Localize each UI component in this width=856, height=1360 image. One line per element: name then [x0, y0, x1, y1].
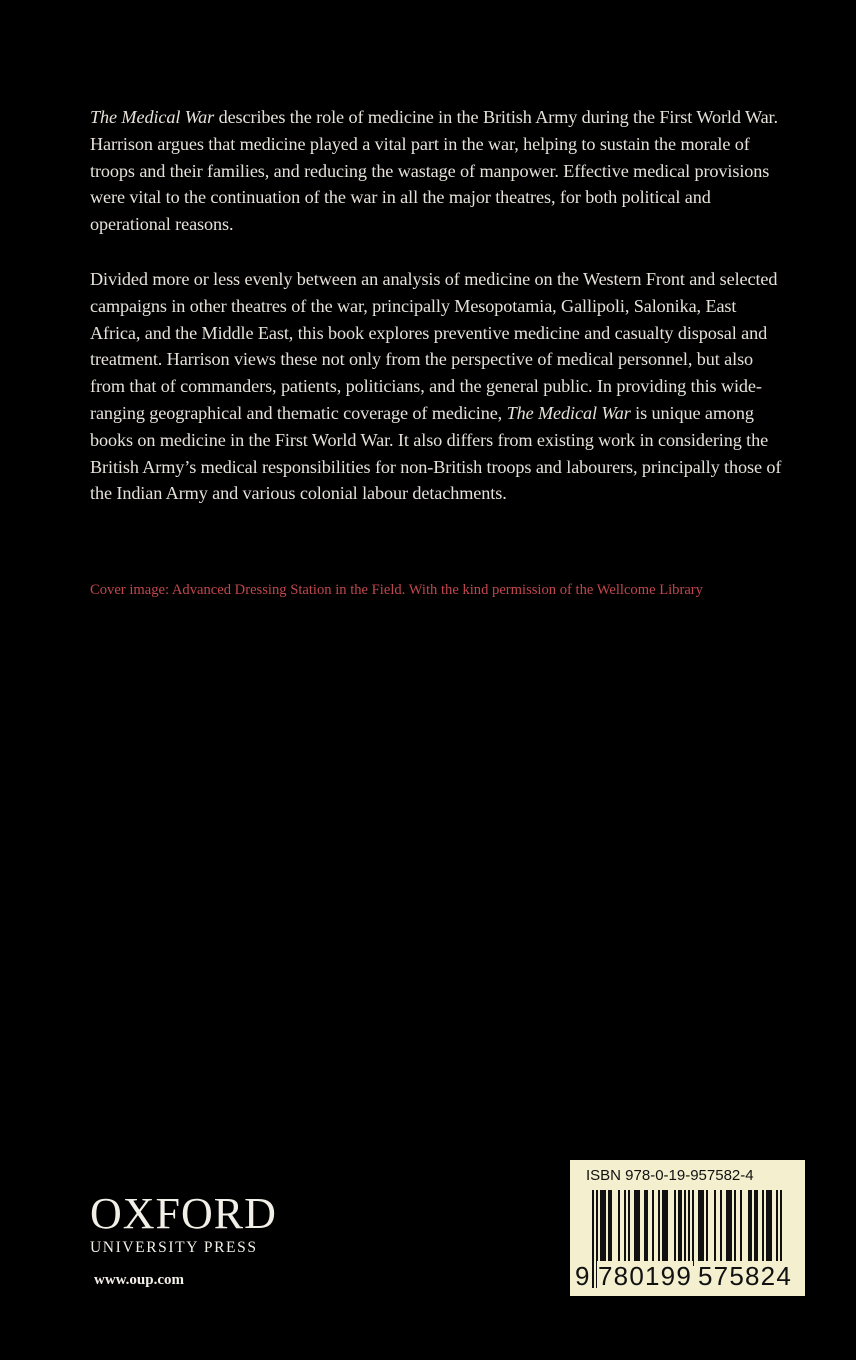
barcode-bar	[726, 1190, 728, 1266]
barcode-digits	[570, 1261, 805, 1293]
barcode-bar	[714, 1190, 716, 1266]
barcode-bar	[666, 1190, 668, 1266]
barcode-bar	[728, 1190, 730, 1266]
barcode-bar	[734, 1190, 736, 1266]
book-title-italic: The Medical War	[90, 107, 215, 127]
barcode-lead-digit: 9	[575, 1261, 590, 1291]
barcode-right-digits: 575824	[698, 1261, 792, 1291]
barcode-bar	[652, 1190, 654, 1266]
barcode-bar	[646, 1190, 648, 1266]
barcode-bar	[636, 1190, 638, 1266]
barcode-bar	[604, 1190, 606, 1266]
barcode-bar	[634, 1190, 636, 1266]
blurb-paragraph-2-text-after: is unique among books on medicine in the First World War. It also differs from existing work in considering the British Army’s medical responsibilities for non-British troops and labourers, principally those of the Indian Army and various colonial labour detachments.	[90, 402, 782, 504]
barcode-bar	[658, 1190, 660, 1266]
publisher-subtitle: UNIVERSITY PRESS	[90, 1239, 258, 1256]
barcode-bar	[624, 1190, 626, 1266]
back-cover-blurb	[90, 104, 790, 507]
barcode-bar	[638, 1190, 640, 1266]
book-title-italic: The Medical War	[506, 402, 631, 423]
barcode-bar	[770, 1190, 772, 1266]
isbn-barcode-panel	[570, 1160, 805, 1296]
barcode-bar	[662, 1190, 664, 1266]
blurb-paragraph-1	[90, 104, 790, 238]
blurb-paragraph-2-text-before: Divided more or less evenly between an analysis of medicine on the Western Front and selected campaigns in other theatres of the war, principally Mesopotamia, Gallipoli, Salonika, East Africa, and the Middle East, this book explores preventive medicine and casualty disposal and treatment. Harrison views these not only from the perspective of medical personnel, but also from that of commanders, patients, politicians, and the general public. In providing this wide-ranging geographical and thematic coverage of medicine,	[90, 268, 778, 423]
barcode-bar	[608, 1190, 610, 1266]
barcode-bar	[692, 1190, 694, 1266]
cover-image-credit: Cover image: Advanced Dressing Station in the Field. With the kind permission of the Wellcome Library	[90, 582, 703, 598]
barcode-bar	[720, 1190, 722, 1266]
barcode-bar	[700, 1190, 702, 1266]
barcode-bar	[678, 1190, 680, 1266]
barcode-bar	[768, 1190, 770, 1266]
barcode-bar	[766, 1190, 768, 1266]
barcode-bar	[730, 1190, 732, 1266]
barcode-bar	[628, 1190, 630, 1266]
publisher-url: www.oup.com	[94, 1272, 185, 1288]
publisher-logo	[90, 1190, 277, 1257]
barcode-bar	[664, 1190, 666, 1266]
blurb-paragraph-2	[90, 266, 790, 507]
publisher-name: OXFORD	[90, 1189, 277, 1238]
barcode-bar	[644, 1190, 646, 1266]
barcode-bar	[702, 1190, 704, 1266]
barcode-bar	[750, 1190, 752, 1266]
barcode-bar	[698, 1190, 700, 1266]
barcode-bar	[740, 1190, 742, 1266]
isbn-label: ISBN 978-0-19-957582-4	[586, 1167, 754, 1184]
barcode-left-digits: 780199	[598, 1261, 692, 1291]
barcode-bar	[674, 1190, 676, 1266]
blurb-paragraph-1-text: describes the role of medicine in the British Army during the First World War. Harrison argues that medicine played a vital part in the war, helping to sustain the morale of troops and their families, and reducing the wastage of manpower. Effective medical provisions were vital to the continuation of the war in all the major theatres, for both political and operational reasons.	[90, 107, 778, 235]
barcode-bar	[602, 1190, 604, 1266]
barcode-bar	[600, 1190, 602, 1266]
barcode-bar	[754, 1190, 756, 1266]
barcode-bar	[762, 1190, 764, 1266]
barcode-bar	[680, 1190, 682, 1266]
barcode-bar	[756, 1190, 758, 1266]
barcode-bar	[618, 1190, 620, 1266]
barcode-bar	[610, 1190, 612, 1266]
barcode-bar	[748, 1190, 750, 1266]
barcode-bar	[706, 1190, 708, 1266]
